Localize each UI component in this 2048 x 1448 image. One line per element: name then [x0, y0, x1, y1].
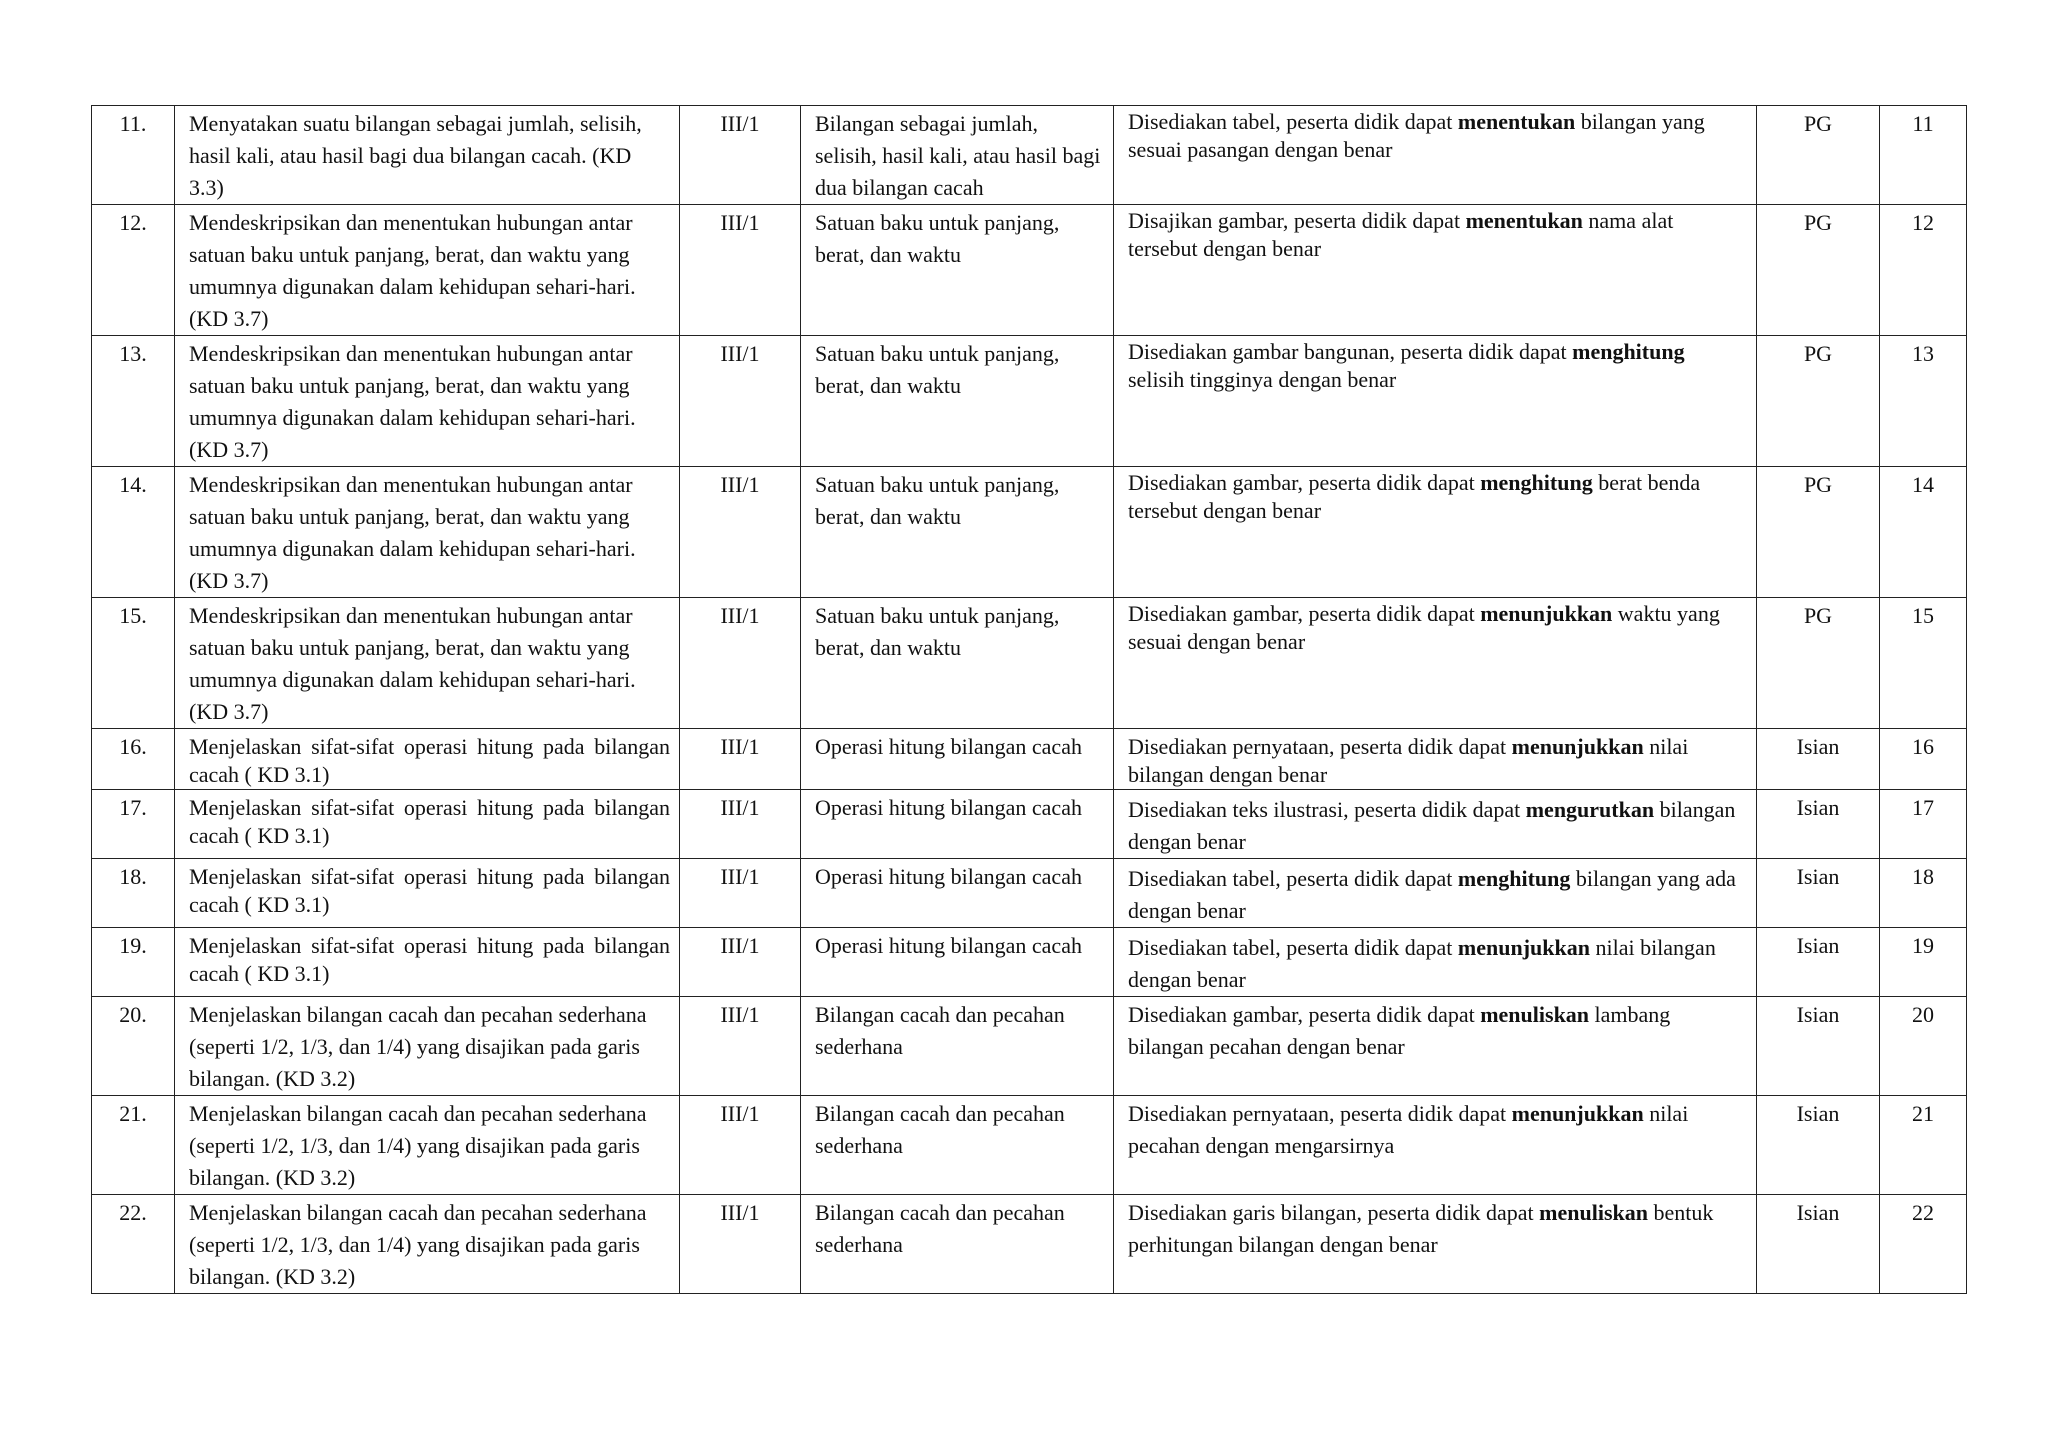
- kompetensi-dasar: Mendeskripsikan dan menentukan hubungan antar satuan baku untuk panjang, berat, dan waktu yang umumnya digunakan dalam kehidupan sehari-hari. (KD 3.7): [175, 205, 680, 336]
- bentuk-soal: Isian: [1757, 928, 1880, 997]
- indikator-keyword: menghitung: [1480, 470, 1593, 495]
- nomor-soal: 19: [1880, 928, 1967, 997]
- indikator-soal: [1114, 106, 1757, 205]
- indikator-text: Disediakan teks ilustrasi, peserta didik dapat: [1128, 797, 1526, 822]
- nomor-soal: 18: [1880, 859, 1967, 928]
- indikator-keyword: menentukan: [1465, 208, 1583, 233]
- kelas-semester: III/1: [680, 467, 801, 598]
- indikator-text: Disediakan tabel, peserta didik dapat: [1128, 935, 1458, 960]
- materi: Bilangan cacah dan pecahan sederhana: [801, 997, 1114, 1096]
- indikator-soal: [1114, 859, 1757, 928]
- kelas-semester: III/1: [680, 106, 801, 205]
- nomor-soal: 17: [1880, 790, 1967, 859]
- kelas-semester: III/1: [680, 205, 801, 336]
- row-number: 15.: [92, 598, 175, 729]
- table-row: [92, 106, 1967, 205]
- indikator-text: Disediakan garis bilangan, peserta didik dapat: [1128, 1200, 1540, 1225]
- table-row: [92, 997, 1967, 1096]
- bentuk-soal: Isian: [1757, 1096, 1880, 1195]
- kisi-kisi-table: [91, 105, 1967, 1294]
- indikator-soal: [1114, 467, 1757, 598]
- indikator-text: waktu yang sesuai dengan benar: [1128, 601, 1720, 654]
- table-row: [92, 336, 1967, 467]
- row-number: 20.: [92, 997, 175, 1096]
- indikator-text: selisih tingginya dengan benar: [1128, 367, 1397, 392]
- indikator-text: Disediakan pernyataan, peserta didik dapat: [1128, 734, 1512, 759]
- indikator-text: bentuk perhitungan bilangan dengan benar: [1128, 1200, 1714, 1257]
- indikator-soal: [1114, 336, 1757, 467]
- kompetensi-dasar: Menjelaskan sifat-sifat operasi hitung pada bilangan cacah ( KD 3.1): [175, 729, 680, 790]
- materi: Operasi hitung bilangan cacah: [801, 928, 1114, 997]
- nomor-soal: 14: [1880, 467, 1967, 598]
- materi: Operasi hitung bilangan cacah: [801, 729, 1114, 790]
- nomor-soal: 21: [1880, 1096, 1967, 1195]
- row-number: 11.: [92, 106, 175, 205]
- table-row: [92, 790, 1967, 859]
- nomor-soal: 16: [1880, 729, 1967, 790]
- bentuk-soal: PG: [1757, 205, 1880, 336]
- bentuk-soal: PG: [1757, 467, 1880, 598]
- indikator-text: Disediakan gambar, peserta didik dapat: [1128, 1002, 1481, 1027]
- indikator-text: berat benda tersebut dengan benar: [1128, 470, 1701, 523]
- indikator-text: bilangan yang sesuai pasangan dengan benar: [1128, 109, 1705, 162]
- row-number: 17.: [92, 790, 175, 859]
- kelas-semester: III/1: [680, 928, 801, 997]
- row-number: 21.: [92, 1096, 175, 1195]
- indikator-keyword: menghitung: [1457, 866, 1571, 891]
- indikator-text: Disediakan gambar bangunan, peserta didik dapat: [1128, 339, 1573, 364]
- indikator-text: Disediakan gambar, peserta didik dapat: [1128, 470, 1481, 495]
- kelas-semester: III/1: [680, 1195, 801, 1294]
- materi: Satuan baku untuk panjang, berat, dan waktu: [801, 467, 1114, 598]
- indikator-keyword: menentukan: [1457, 109, 1576, 134]
- kelas-semester: III/1: [680, 790, 801, 859]
- materi: Operasi hitung bilangan cacah: [801, 790, 1114, 859]
- table-body: [92, 106, 1967, 1294]
- kelas-semester: III/1: [680, 336, 801, 467]
- bentuk-soal: Isian: [1757, 1195, 1880, 1294]
- table-row: [92, 205, 1967, 336]
- indikator-keyword: menunjukkan: [1511, 1101, 1644, 1126]
- table-row: [92, 1195, 1967, 1294]
- indikator-soal: [1114, 790, 1757, 859]
- indikator-text: Disajikan gambar, peserta didik dapat: [1128, 208, 1466, 233]
- indikator-keyword: menuliskan: [1539, 1200, 1648, 1225]
- nomor-soal: 15: [1880, 598, 1967, 729]
- indikator-soal: [1114, 205, 1757, 336]
- indikator-soal: [1114, 1096, 1757, 1195]
- nomor-soal: 13: [1880, 336, 1967, 467]
- table-row: [92, 598, 1967, 729]
- kompetensi-dasar: Mendeskripsikan dan menentukan hubungan antar satuan baku untuk panjang, berat, dan waktu yang umumnya digunakan dalam kehidupan sehari-hari. (KD 3.7): [175, 598, 680, 729]
- materi: Bilangan cacah dan pecahan sederhana: [801, 1195, 1114, 1294]
- nomor-soal: 22: [1880, 1195, 1967, 1294]
- row-number: 19.: [92, 928, 175, 997]
- table-row: [92, 859, 1967, 928]
- bentuk-soal: Isian: [1757, 997, 1880, 1096]
- indikator-text: Disediakan tabel, peserta didik dapat: [1128, 109, 1458, 134]
- row-number: 22.: [92, 1195, 175, 1294]
- row-number: 16.: [92, 729, 175, 790]
- materi: Satuan baku untuk panjang, berat, dan waktu: [801, 336, 1114, 467]
- bentuk-soal: Isian: [1757, 729, 1880, 790]
- indikator-keyword: mengurutkan: [1525, 797, 1655, 822]
- kompetensi-dasar: Mendeskripsikan dan menentukan hubungan antar satuan baku untuk panjang, berat, dan waktu yang umumnya digunakan dalam kehidupan sehari-hari. (KD 3.7): [175, 467, 680, 598]
- materi: Satuan baku untuk panjang, berat, dan waktu: [801, 205, 1114, 336]
- materi: Operasi hitung bilangan cacah: [801, 859, 1114, 928]
- indikator-keyword: menghitung: [1572, 339, 1685, 364]
- kelas-semester: III/1: [680, 997, 801, 1096]
- materi: Bilangan sebagai jumlah, selisih, hasil kali, atau hasil bagi dua bilangan cacah: [801, 106, 1114, 205]
- indikator-keyword: menunjukkan: [1480, 601, 1613, 626]
- indikator-text: lambang bilangan pecahan dengan benar: [1128, 1002, 1671, 1059]
- bentuk-soal: PG: [1757, 106, 1880, 205]
- row-number: 13.: [92, 336, 175, 467]
- nomor-soal: 12: [1880, 205, 1967, 336]
- kompetensi-dasar: Menjelaskan bilangan cacah dan pecahan sederhana (seperti 1/2, 1/3, dan 1/4) yang disajikan pada garis bilangan. (KD 3.2): [175, 997, 680, 1096]
- table-row: [92, 1096, 1967, 1195]
- bentuk-soal: PG: [1757, 598, 1880, 729]
- indikator-text: nilai pecahan dengan mengarsirnya: [1128, 1101, 1689, 1158]
- table-row: [92, 729, 1967, 790]
- indikator-soal: [1114, 598, 1757, 729]
- indikator-text: nama alat tersebut dengan benar: [1128, 208, 1674, 261]
- indikator-soal: [1114, 928, 1757, 997]
- indikator-text: nilai bilangan dengan benar: [1128, 935, 1716, 992]
- bentuk-soal: PG: [1757, 336, 1880, 467]
- kompetensi-dasar: Menjelaskan sifat-sifat operasi hitung pada bilangan cacah ( KD 3.1): [175, 859, 680, 928]
- row-number: 14.: [92, 467, 175, 598]
- kelas-semester: III/1: [680, 598, 801, 729]
- indikator-text: bilangan yang ada dengan benar: [1128, 866, 1736, 923]
- materi: Satuan baku untuk panjang, berat, dan waktu: [801, 598, 1114, 729]
- row-number: 18.: [92, 859, 175, 928]
- nomor-soal: 20: [1880, 997, 1967, 1096]
- kelas-semester: III/1: [680, 1096, 801, 1195]
- indikator-text: nilai bilangan dengan benar: [1128, 734, 1689, 787]
- table-row: [92, 928, 1967, 997]
- bentuk-soal: Isian: [1757, 859, 1880, 928]
- materi: Bilangan cacah dan pecahan sederhana: [801, 1096, 1114, 1195]
- indikator-text: Disediakan pernyataan, peserta didik dapat: [1128, 1101, 1512, 1126]
- kelas-semester: III/1: [680, 729, 801, 790]
- kompetensi-dasar: Menjelaskan bilangan cacah dan pecahan sederhana (seperti 1/2, 1/3, dan 1/4) yang disajikan pada garis bilangan. (KD 3.2): [175, 1195, 680, 1294]
- bentuk-soal: Isian: [1757, 790, 1880, 859]
- indikator-soal: [1114, 729, 1757, 790]
- indikator-soal: [1114, 997, 1757, 1096]
- row-number: 12.: [92, 205, 175, 336]
- indikator-keyword: menuliskan: [1480, 1002, 1590, 1027]
- indikator-keyword: menunjukkan: [1511, 734, 1644, 759]
- kompetensi-dasar: Menyatakan suatu bilangan sebagai jumlah, selisih, hasil kali, atau hasil bagi dua bilangan cacah. (KD 3.3): [175, 106, 680, 205]
- kompetensi-dasar: Menjelaskan sifat-sifat operasi hitung pada bilangan cacah ( KD 3.1): [175, 928, 680, 997]
- indikator-text: bilangan dengan benar: [1128, 797, 1736, 854]
- kelas-semester: III/1: [680, 859, 801, 928]
- kompetensi-dasar: Menjelaskan bilangan cacah dan pecahan sederhana (seperti 1/2, 1/3, dan 1/4) yang disajikan pada garis bilangan. (KD 3.2): [175, 1096, 680, 1195]
- table-row: [92, 467, 1967, 598]
- nomor-soal: 11: [1880, 106, 1967, 205]
- indikator-text: Disediakan gambar, peserta didik dapat: [1128, 601, 1481, 626]
- kompetensi-dasar: Mendeskripsikan dan menentukan hubungan antar satuan baku untuk panjang, berat, dan waktu yang umumnya digunakan dalam kehidupan sehari-hari. (KD 3.7): [175, 336, 680, 467]
- indikator-text: Disediakan tabel, peserta didik dapat: [1128, 866, 1458, 891]
- indikator-soal: [1114, 1195, 1757, 1294]
- kompetensi-dasar: Menjelaskan sifat-sifat operasi hitung pada bilangan cacah ( KD 3.1): [175, 790, 680, 859]
- indikator-keyword: menunjukkan: [1457, 935, 1590, 960]
